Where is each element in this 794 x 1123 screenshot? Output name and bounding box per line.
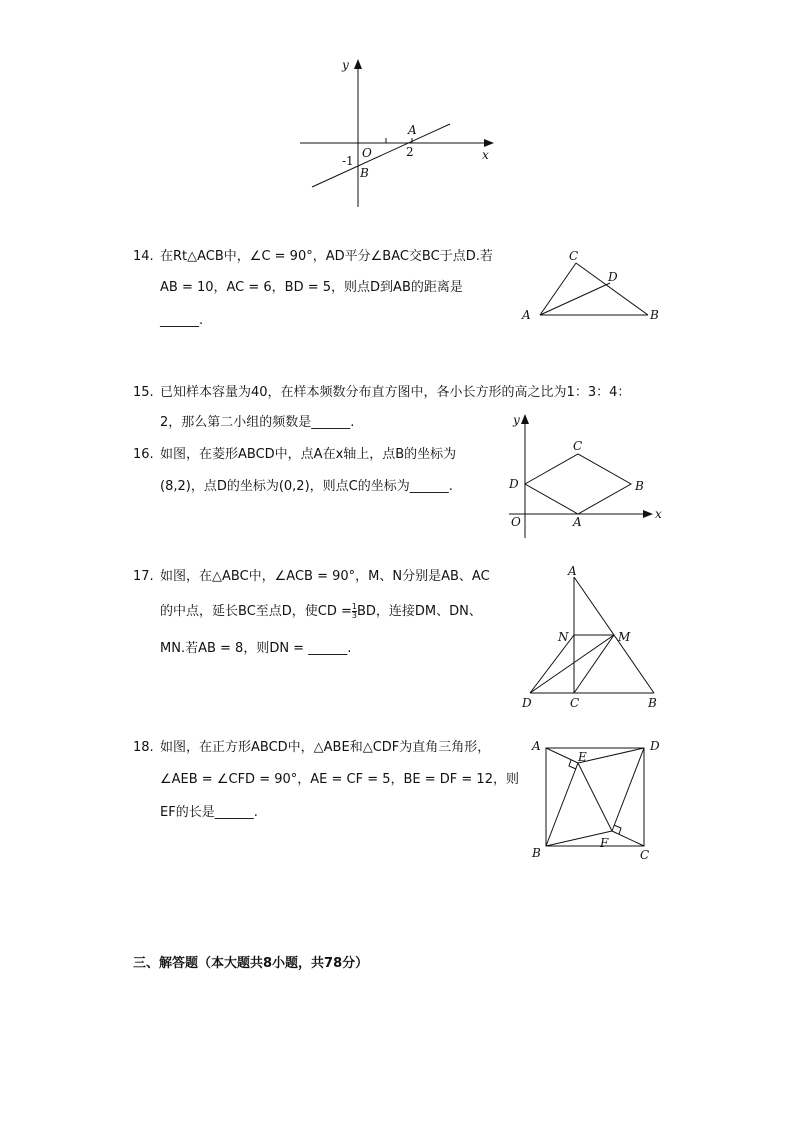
q17-label-A: A — [568, 564, 577, 578]
q18-figure — [528, 735, 678, 865]
question-text-line: 在Rt△ACB中，∠C = 90°，AD平分∠BAC交BC于点D.若 — [160, 249, 493, 264]
question-text-line: 如图，在菱形ABCD中，点A在x轴上，点B的坐标为 — [160, 447, 457, 462]
fraction-denominator: 3 — [351, 611, 357, 620]
q16-label-y: y — [513, 413, 520, 427]
q18-label-E: E — [578, 750, 587, 764]
question-number: 17. — [133, 569, 154, 584]
q16-figure — [505, 408, 670, 543]
question-text-part: 的中点，延长BC至点D，使CD = — [160, 604, 352, 619]
q17-label-B: B — [648, 696, 657, 710]
q16-label-C: C — [573, 439, 583, 453]
q13-label-x: x — [482, 148, 489, 162]
q18-label-F: F — [600, 836, 609, 850]
question-text-line: (8,2)，点D的坐标为(0,2)，则点C的坐标为______. — [160, 479, 453, 494]
question-text-line: ______. — [160, 313, 204, 328]
q13-label-y: y — [342, 58, 349, 72]
q16-label-O: O — [511, 515, 521, 529]
q13-graph — [298, 55, 498, 215]
q14-label-B: B — [650, 308, 659, 322]
q14-label-C: C — [569, 249, 579, 263]
question-number: 16. — [133, 447, 154, 462]
question-text-line: AB = 10，AC = 6，BD = 5，则点D到AB的距离是 — [160, 280, 463, 295]
question-number: 15. — [133, 385, 154, 400]
question-text-line: 已知样本容量为40，在样本频数分布直方图中，各小长方形的高之比为1：3：4： — [160, 385, 631, 400]
question-text-line: 如图，在正方形ABCD中，△ABE和△CDF为直角三角形， — [160, 740, 491, 755]
q17-label-N: N — [558, 630, 569, 644]
question-text-part: BD，连接DM、DN、 — [356, 604, 482, 619]
q13-label-B: B — [360, 166, 369, 180]
q17-label-C: C — [570, 696, 580, 710]
question-text-line: ∠AEB = ∠CFD = 90°，AE = CF = 5，BE = DF = 12，则 — [160, 772, 519, 787]
q13-label-2: 2 — [406, 145, 414, 159]
q14-label-D: D — [608, 270, 618, 284]
q16-label-B: B — [635, 479, 644, 493]
q18-label-D: D — [650, 739, 660, 753]
q14-figure — [520, 245, 670, 325]
q16-label-D: D — [509, 477, 519, 491]
q17-label-M: M — [618, 630, 631, 644]
question-text-line-with-fraction — [160, 603, 482, 621]
q14-label-A: A — [522, 308, 531, 322]
q13-label-O: O — [362, 146, 372, 160]
q13-label-neg1: -1 — [342, 154, 354, 168]
question-text-line: 如图，在△ABC中，∠ACB = 90°，M、N分别是AB、AC — [160, 569, 490, 584]
q13-label-A: A — [408, 123, 417, 137]
question-text-line: MN.若AB = 8，则DN = ______. — [160, 641, 352, 656]
question-number: 18. — [133, 740, 154, 755]
fraction-numerator: 1 — [351, 602, 357, 611]
question-number: 14. — [133, 249, 154, 264]
q16-label-x: x — [655, 507, 662, 521]
q16-label-A: A — [573, 515, 582, 529]
question-text-line: EF的长是______. — [160, 805, 258, 820]
q17-figure — [520, 565, 665, 715]
question-text-line: 2，那么第二小组的频数是______. — [160, 415, 355, 430]
q18-label-C: C — [640, 848, 650, 862]
q18-label-B: B — [532, 846, 541, 860]
q18-label-A: A — [532, 739, 541, 753]
section-heading: 三、解答题（本大题共8小题，共78分） — [133, 956, 369, 971]
q17-label-D: D — [522, 696, 532, 710]
